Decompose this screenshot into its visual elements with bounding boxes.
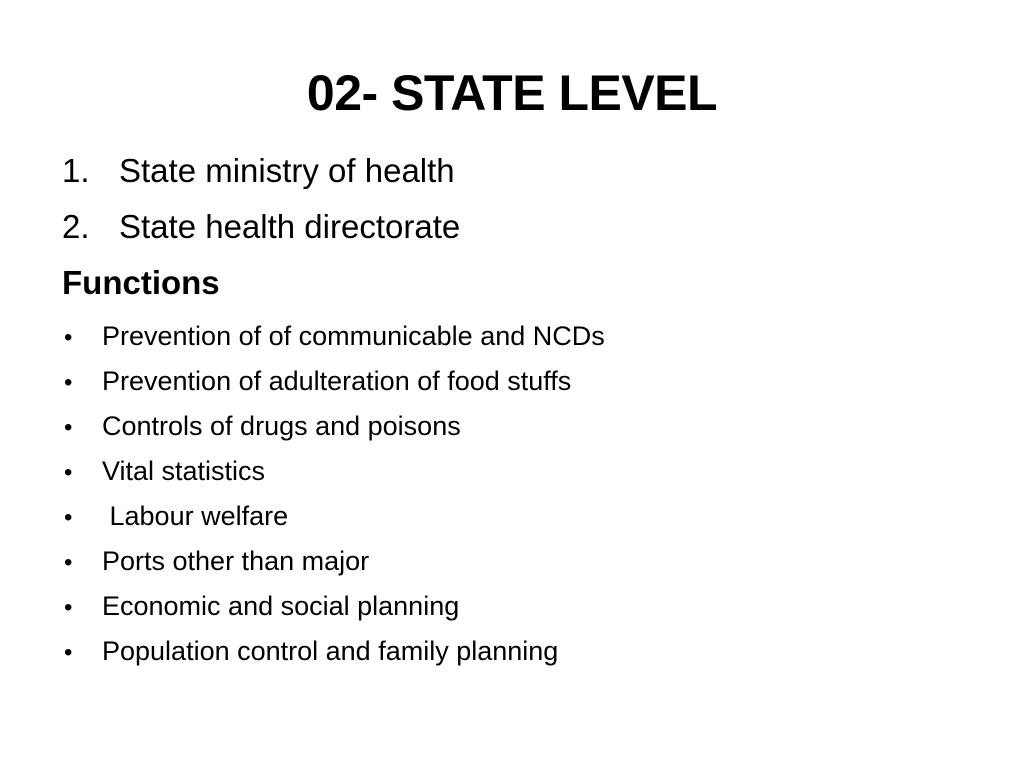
bullet-text: Population control and family planning [102, 636, 559, 666]
bullet-text: Economic and social planning [102, 591, 460, 621]
list-item [62, 361, 982, 406]
numbered-item [62, 204, 982, 260]
bullet-text: Prevention of adulteration of food stuffs [102, 366, 572, 396]
bullet-icon: • [64, 549, 73, 576]
bullet-icon: • [64, 639, 73, 666]
bullet-text: Controls of drugs and poisons [102, 411, 461, 441]
bullet-icon: • [64, 504, 73, 531]
bullet-icon: • [64, 414, 73, 441]
bullet-text: Ports other than major [102, 546, 370, 576]
numbered-list [62, 148, 982, 260]
bullet-text: Labour welfare [102, 501, 289, 531]
bullet-icon: • [64, 369, 73, 396]
list-number: 2. [62, 208, 90, 245]
list-item [62, 316, 982, 361]
list-item [62, 451, 982, 496]
list-number: 1. [62, 152, 90, 189]
bullet-text: Prevention of of communicable and NCDs [102, 321, 605, 351]
list-item [62, 406, 982, 451]
slide-title: 02- STATE LEVEL [306, 65, 718, 121]
slide-content [62, 148, 982, 676]
numbered-item [62, 148, 982, 204]
list-item [62, 496, 982, 541]
list-item [62, 586, 982, 631]
bullet-icon: • [64, 324, 73, 351]
bullet-text: Vital statistics [102, 456, 266, 486]
list-item [62, 631, 982, 676]
list-item [62, 541, 982, 586]
bullet-icon: • [64, 459, 73, 486]
functions-heading: Functions [62, 264, 220, 301]
bullet-icon: • [64, 594, 73, 621]
functions-bullet-list [62, 316, 982, 676]
numbered-item-text: State ministry of health [119, 152, 455, 189]
numbered-item-text: State health directorate [119, 208, 461, 245]
